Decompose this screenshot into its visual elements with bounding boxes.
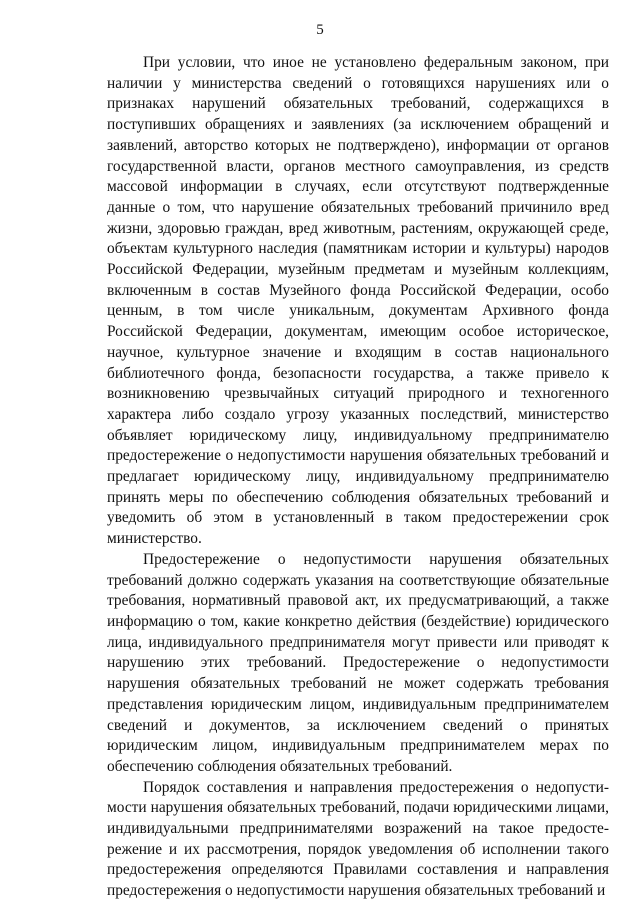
paragraph-warning-issuance: При условии, что иное не установлено федеральным законом, при наличии у министерства сведений о готовящихся нарушениях или о признаках нарушений обязательных требований, содержащихся в поступивших обращениях и заявлениях (за исключением обращений и заявлений, авторство которых не подтверждено), информации от органов государственной власти, органов местного самоуправления, из средств массовой информации в случаях, если отсутствуют подтвержденные данные о том, что нарушение обязательных требований причинило вред жизни, здоровью граждан, вред животным, растениям, окружающей среде, объектам культурного наследия (памятникам истории и культуры) народов Российской Федерации, музейным предметам и музейным коллекциям, включенным в состав Музейного фонда Российской Федерации, особо ценным, в том числе уникальным, документам Архивного фонда Российской Федерации, документам, имеющим особое историческое, научное, культурное значение и входящим в состав национального библиотечного фонда, безопасности государства, а также привело к возникновению чрезвычайных ситуаций природного и техногенного характера либо создало угрозу указанных последствий, министерство объявляет юридическому лицу, индивидуальному предпринимателю предостережение о недопустимости нарушения обязательных требований и предлагает юридическому лицу, индивидуальному предпринимателю принять меры по обеспечению соблюдения обязательных требований и уведомить об этом в установленный в таком предостережении срок министерство.: [107, 54, 609, 548]
paragraph-warning-procedure: Порядок составления и направления предостережения о недопустимости нарушения обязательных требований, подачи юридическими лицами, индивидуальными предпринимателями возражений на такое предостережение и их рассмотрения, порядок уведомления об исполнении такого предостережения определяются Правилами составления и направления предостережения о недопустимости нарушения обязательных требований и: [107, 778, 609, 900]
page-number: 5: [316, 22, 324, 38]
document-body: [107, 53, 609, 902]
paragraph-warning-contents: Предостережение о недопустимости нарушения обязательных требований должно содержать указания на соответствующие обязательные требования, нормативный правовой акт, их предусматривающий, а также информацию о том, какие конкретно действия (бездействие) юридического лица, индивидуального предпринимателя могут привести или приводят к нарушению этих требований. Предостережение о недопустимости нарушения обязательных требований не может содержать требования представления юридическим лицом, индивидуальным предпринимателем сведений и документов, за исключением сведений о принятых юридическим лицом, индивидуальным предпринимателем мерах по обеспечению соблюдения обязательных требований.: [107, 550, 609, 775]
